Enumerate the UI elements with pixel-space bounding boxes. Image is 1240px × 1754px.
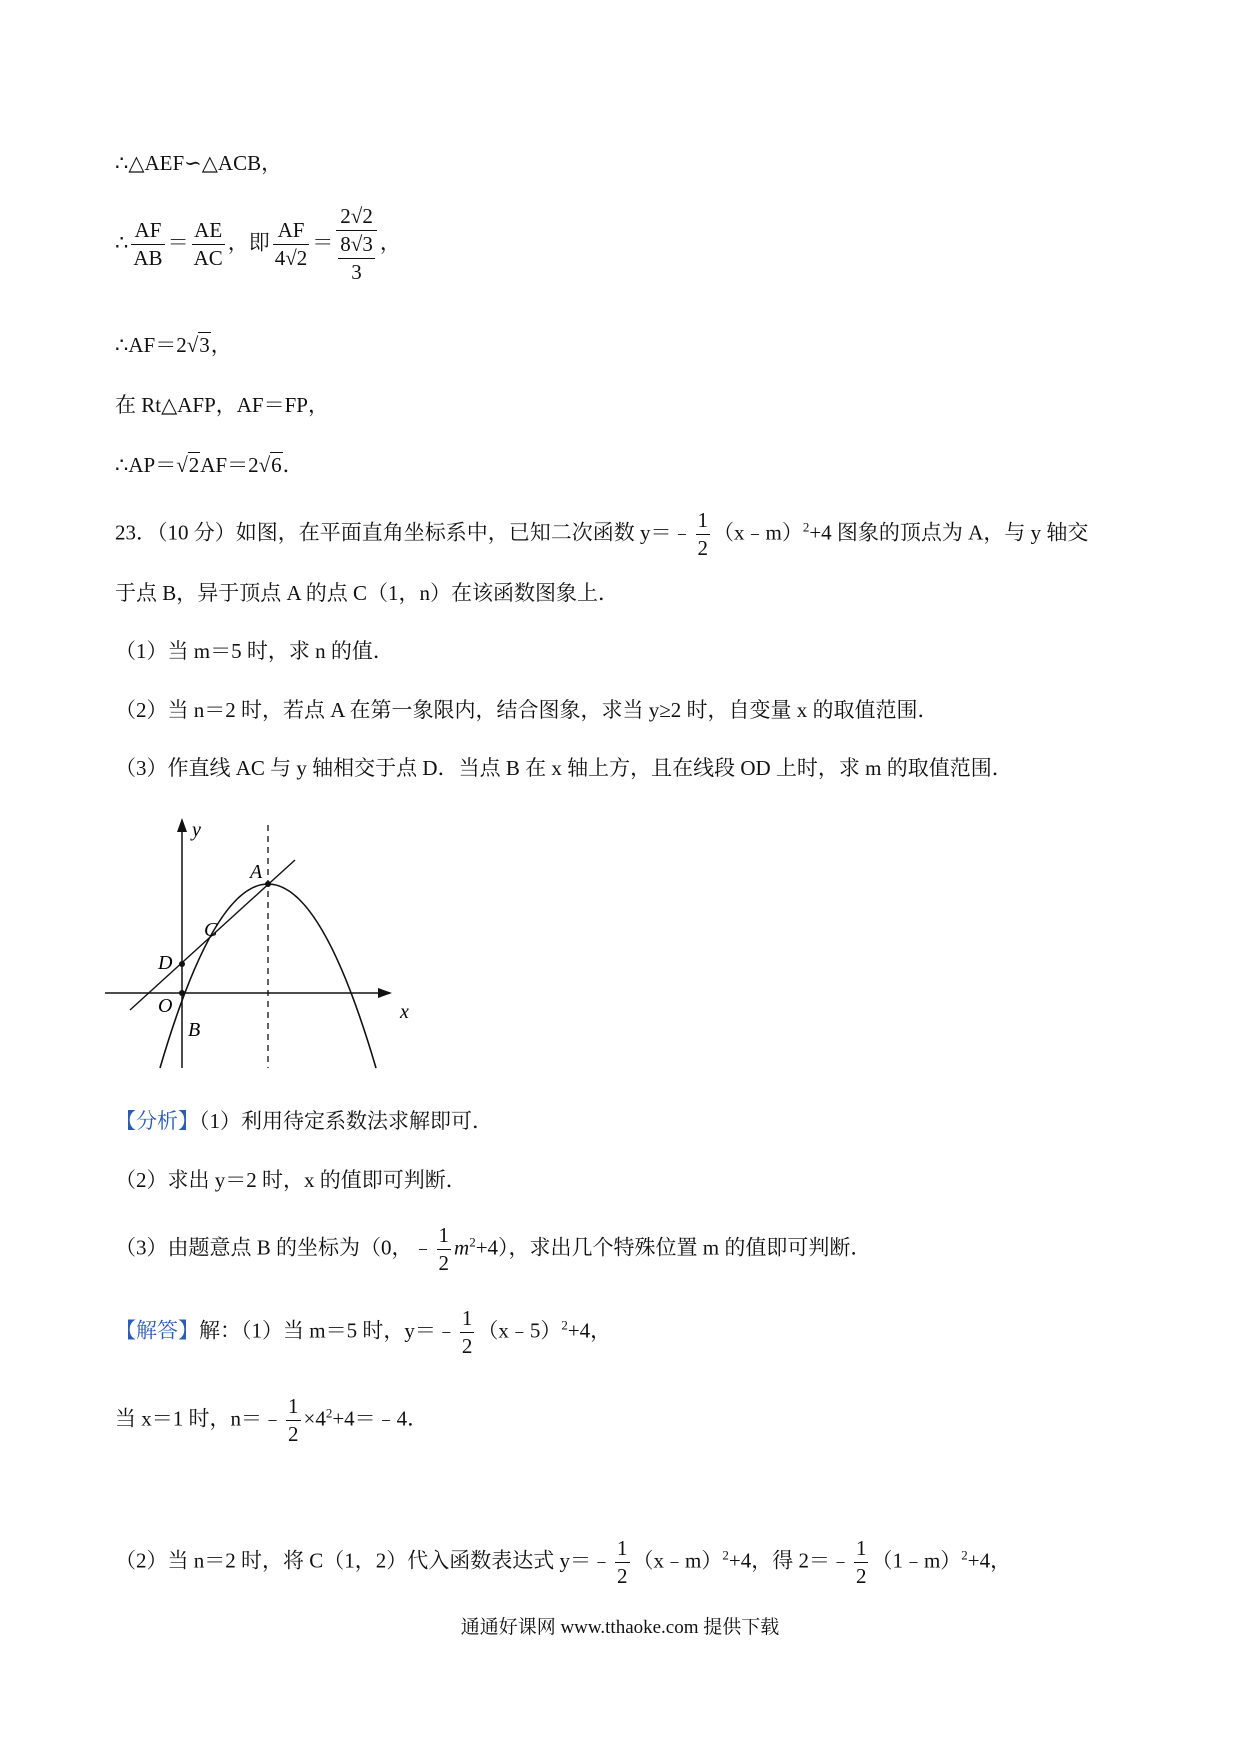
label-a: A [250, 861, 263, 883]
solution-part1: 【解答】解：（1）当 m＝5 时，y＝﹣ $\frac{1}{2}$ （x﹣5）$^2$+4， [115, 1306, 612, 1358]
solution-tag: 【解答】 [115, 1318, 199, 1343]
solution-part2: （2）当 n＝2 时，将 C（1，2）代入函数表达式 y＝﹣ $\frac{1}{2}$ （x﹣m）$^2$+4，得 2＝﹣ $\frac{1}{2}$ （1﹣m）$^2$+4， [115, 1536, 1012, 1588]
analysis-tag: 【分析】 [115, 1109, 199, 1133]
fraction-half: $\frac{1}{2}$ [617, 1536, 628, 1588]
line-af-value: ∴AF＝2√3， [115, 333, 232, 357]
analysis-part2: （2）求出 y＝2 时，x 的值即可判断． [115, 1168, 467, 1192]
question-23-part2: （2）当 n＝2 时，若点 A 在第一象限内，结合图象，求当 y≥2 时，自变量 x 的取值范围． [115, 698, 939, 722]
fraction-half: $\frac{1}{2}$ [438, 1223, 450, 1275]
fraction-ae-ac: $\frac{AE}{AC}$ [193, 218, 223, 270]
label-o: O [158, 995, 173, 1017]
question-23-part1: （1）当 m＝5 时，求 n 的值． [115, 639, 394, 663]
question-23-part3: （3）作直线 AC 与 y 轴相交于点 D．当点 B 在 x 轴上方，且在线段 OD 上时，求 m 的取值范围． [115, 756, 1013, 780]
footer-watermark: 通通好课网 www.tthaoke.com 提供下载 [460, 1617, 780, 1638]
fraction-half: $\frac{1}{2}$ [855, 1536, 867, 1588]
point-d [179, 961, 185, 967]
fraction-half: $\frac{1}{2}$ [288, 1394, 299, 1446]
analysis-part1: 【分析】（1）利用待定系数法求解即可． [115, 1109, 493, 1133]
fraction-compound: $\frac{2√2}{\frac{8√3}{3}}$ [336, 203, 377, 286]
fraction-half: $\frac{1}{2}$ [461, 1306, 473, 1358]
fraction-af-ab: $\frac{AF}{AB}$ [133, 218, 163, 270]
line-right-triangle: 在 Rt△AFP，AF＝FP， [115, 393, 329, 417]
point-o [179, 990, 185, 996]
label-x: x [400, 1001, 409, 1023]
fraction-af-4sqrt2: $\frac{AF}{4√2}$ [274, 218, 308, 270]
label-d: D [158, 952, 173, 974]
line-similar-triangles: ∴△AEF∽△ACB， [115, 151, 283, 175]
y-axis-arrow [177, 818, 187, 832]
x-axis-arrow [378, 988, 392, 998]
parabola-figure [100, 810, 420, 1075]
point-a [265, 881, 271, 887]
analysis-part3: （3）由题意点 B 的坐标为（0，﹣ $\frac{1}{2}$ $m^2+4$），求出几个特殊位置 m 的值即可判断． [115, 1223, 872, 1275]
fraction-half: $\frac{1}{2}$ [697, 508, 708, 560]
solution-part1-result: 当 x＝1 时，n＝﹣ $\frac{1}{2}$ $\times 4^2+4=﹣4$． [115, 1394, 429, 1446]
label-c: C [204, 919, 218, 941]
question-23-stem: 23．（10 分）如图，在平面直角坐标系中，已知二次函数 y＝﹣ $\frac{1}{2}$ （x﹣m）$^2$+4 图象的顶点为 A，与 y 轴交 [115, 508, 1089, 560]
line-ap-value: ∴AP＝√2AF＝2√6． [115, 453, 304, 477]
label-y: y [192, 819, 201, 841]
question-23-stem-cont: 于点 B，异于顶点 A 的点 C（1，n）在该函数图象上． [115, 581, 620, 605]
label-b: B [188, 1019, 201, 1041]
line-proportion: ∴ $\frac{AF}{AB}$ ＝ $\frac{AE}{AC}$ ，即 $\frac{AF}{4√2}$ ＝ $\frac{2√2}{\frac{8√3}{3}}$ ， [115, 204, 401, 284]
